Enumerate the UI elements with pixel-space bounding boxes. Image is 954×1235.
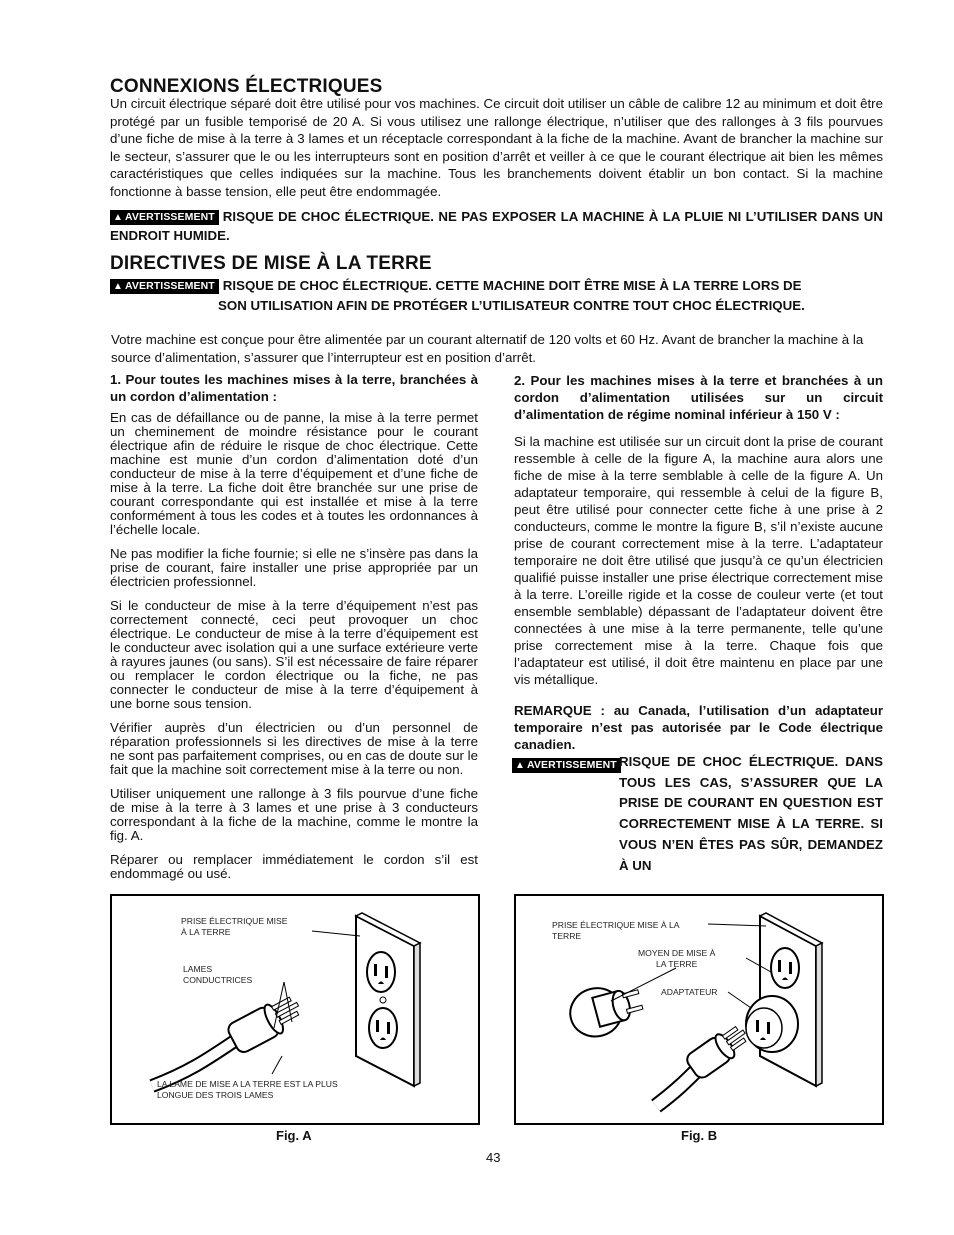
right-paragraph: Si la machine est utilisée sur un circuit dont la prise de courant ressemble à celle de la figure A, la machine aura alors une fiche de mise à la terre semblable à celle de la figure A. Un adaptateur temporaire, qui ressemble à celui de la figure B, peut être utilisé pour connecter cette fiche à une prise à 2 conducteurs, comme le montre la figure B, s’il n’existe aucune prise de courant correctement mise à la terre. L’adaptateur temporaire ne doit être utilisé que jusqu’à ce qu’un électricien qualifié puisse installer une prise électrique correctement mise à la terre. L’oreille rigide et la cosse de couleur verte (et tout ensemble semblable) dépassant de l’adaptateur doivent être connectées à une mise à la terre permanente, telle qu’une prise correctement mise à la terre. Chaque fois que l’adaptateur est utilisé, il doit être maintenu en place par une vis métallique. [514,434,883,687]
right-remark: REMARQUE : au Canada, l’utilisation d’un adaptateur temporaire n’est pas autorisée par le Code électrique canadien. [514,703,883,752]
warning-badge-label: AVERTISSEMENT [125,280,215,292]
left-paragraph: Si le conducteur de mise à la terre d’équipement n’est pas correctement connecté, ceci peut provoquer un choc électrique. Le conducteur de mise à la terre d’équipement est le conducteur avec isolation qui a une surface extérieure verte à rayures jaunes (ou sans). S’il est nécessaire de faire réparer ou remplacer le cordon électrique ou la fiche, ne pas connecter le conducteur de mise à la terre d’équipement à une borne sous tension. [110,598,478,712]
figure-a-label-lames: LAMES CONDUCTRICES [183,964,253,985]
warning-text: RISQUE DE CHOC ÉLECTRIQUE. NE PAS EXPOSER LA MACHINE À LA PLUIE NI L’UTILISER DANS UN ENDROIT HUMIDE. [110,209,883,243]
warning-badge [110,210,219,225]
warning-right-text: RISQUE DE CHOC ÉLECTRIQUE. DANS TOUS LES CAS, S’ASSURER QUE LA PRISE DE COURANT EN QUESTION EST CORRECTEMENT MISE À LA TERRE. SI VOUS N’EN ÊTES PAS SÛR, DEMANDEZ À UN [619,754,883,873]
left-column [110,372,478,891]
left-paragraph: Réparer ou remplacer immédiatement le cordon s’il est endommagé ou usé. [110,852,478,882]
section-intro-terre: Votre machine est conçue pour être alimentée par un courant alternatif de 120 volts et 60 Hz. Avant de brancher la machine à la source d’alimentation, s’assurer que l’interrupteur est en position d’arrêt. [111,332,864,365]
warning-badge-label: AVERTISSEMENT [527,759,617,771]
warning-badge-label: AVERTISSEMENT [125,211,215,223]
warning-triangle-icon: ▲ [113,212,123,223]
figure-b-caption: Fig. B [681,1128,718,1143]
figure-b-label-prise: PRISE ÉLECTRIQUE MISE À LA TERRE [552,920,680,941]
figure-b [514,894,884,1125]
warning-mise-terre [110,276,890,316]
section-title-terre: DIRECTIVES DE MISE À LA TERRE [110,253,432,274]
left-paragraph: Vérifier auprès d’un électricien ou d’un personnel de réparation professionnels si les directives de mise à la terre ne sont pas parfaitement comprises, ou en cas de doute sur le fait que la machine soit correctement mise à la terre ou non. [110,720,478,778]
figure-a [110,894,480,1125]
left-heading: 1. Pour toutes les machines mises à la terre, branchées à un cordon d’alimentation : [110,372,478,404]
figure-a-caption: Fig. A [276,1128,312,1143]
warning-triangle-icon: ▲ [515,760,525,771]
warning-badge [110,279,219,294]
section-intro-connexions: Un circuit électrique séparé doit être utilisé pour vos machines. Ce circuit doit utiliser un câble de calibre 12 au minimum et doit être protégé par un fusible temporisé de 20 A. Si vous utilisez une rallonge électrique, n’utiliser que des rallonges à 3 fils pourvues d’une fiche de mise à la terre à 3 lames et un réceptacle correspondant à la fiche de la machine. Avant de brancher la machine sur le secteur, s’assurer que le ou les interrupteurs sont en position d’arrêt et veiller à ce que le courant électrique ait bien les mêmes caractéristiques que celles indiquées sur la machine. Tous les branchements doivent établir un bon contact. Si la machine fonctionne à basse tension, elle peut être endommagée. [110,96,883,199]
warning-text-line1: RISQUE DE CHOC ÉLECTRIQUE. CETTE MACHINE DOIT ÊTRE MISE À LA TERRE LORS DE [222,278,802,293]
warning-text-line2: SON UTILISATION AFIN DE PROTÉGER L’UTILISATEUR CONTRE TOUT CHOC ÉLECTRIQUE. [218,298,805,313]
section-title-connexions: CONNEXIONS ÉLECTRIQUES [110,76,383,97]
page-number: 43 [486,1150,501,1165]
figure-b-label-adaptateur: ADAPTATEUR [661,987,718,997]
right-column [514,372,883,763]
figure-b-label-moyen: MOYEN DE MISE À LA TERRE [638,948,716,969]
right-heading: 2. Pour les machines mises à la terre et branchées à un cordon d’alimentation utilisées sur un circuit d’alimentation de régime nominal inférieur à 150 V : [514,373,883,422]
warning-humidite [110,207,883,245]
warning-badge [512,758,621,773]
figure-a-label-lame-terre: LA LAME DE MISE A LA TERRE EST LA PLUS LONGUE DES TROIS LAMES [157,1079,338,1100]
left-paragraph: Utiliser uniquement une rallonge à 3 fils pourvue d’une fiche de mise à la terre à 3 lames et une prise à 3 conducteurs correspondant à la fiche de la machine, comme le montre la fig. A. [110,786,478,844]
left-paragraph: En cas de défaillance ou de panne, la mise à la terre permet un cheminement de moindre résistance pour le courant électrique afin de réduire le risque de choc électrique. Cette machine est munie d’un cordon d’alimentation doté d’un conducteur de mise à la terre d’équipement et d’une fiche de mise à la terre. La fiche doit être branchée sur une prise de courant correspondante qui est installée et mise à la terre conformément à tous les codes et à toutes les ordonnances à l’échelle locale. [110,410,478,538]
left-paragraph: Ne pas modifier la fiche fournie; si elle ne s’insère pas dans la prise de courant, faire installer une prise appropriée par un électricien professionnel. [110,546,478,590]
warning-triangle-icon: ▲ [113,281,123,292]
warning-right-badge [512,756,621,774]
figure-a-label-prise: PRISE ÉLECTRIQUE MISE À LA TERRE [181,916,288,937]
